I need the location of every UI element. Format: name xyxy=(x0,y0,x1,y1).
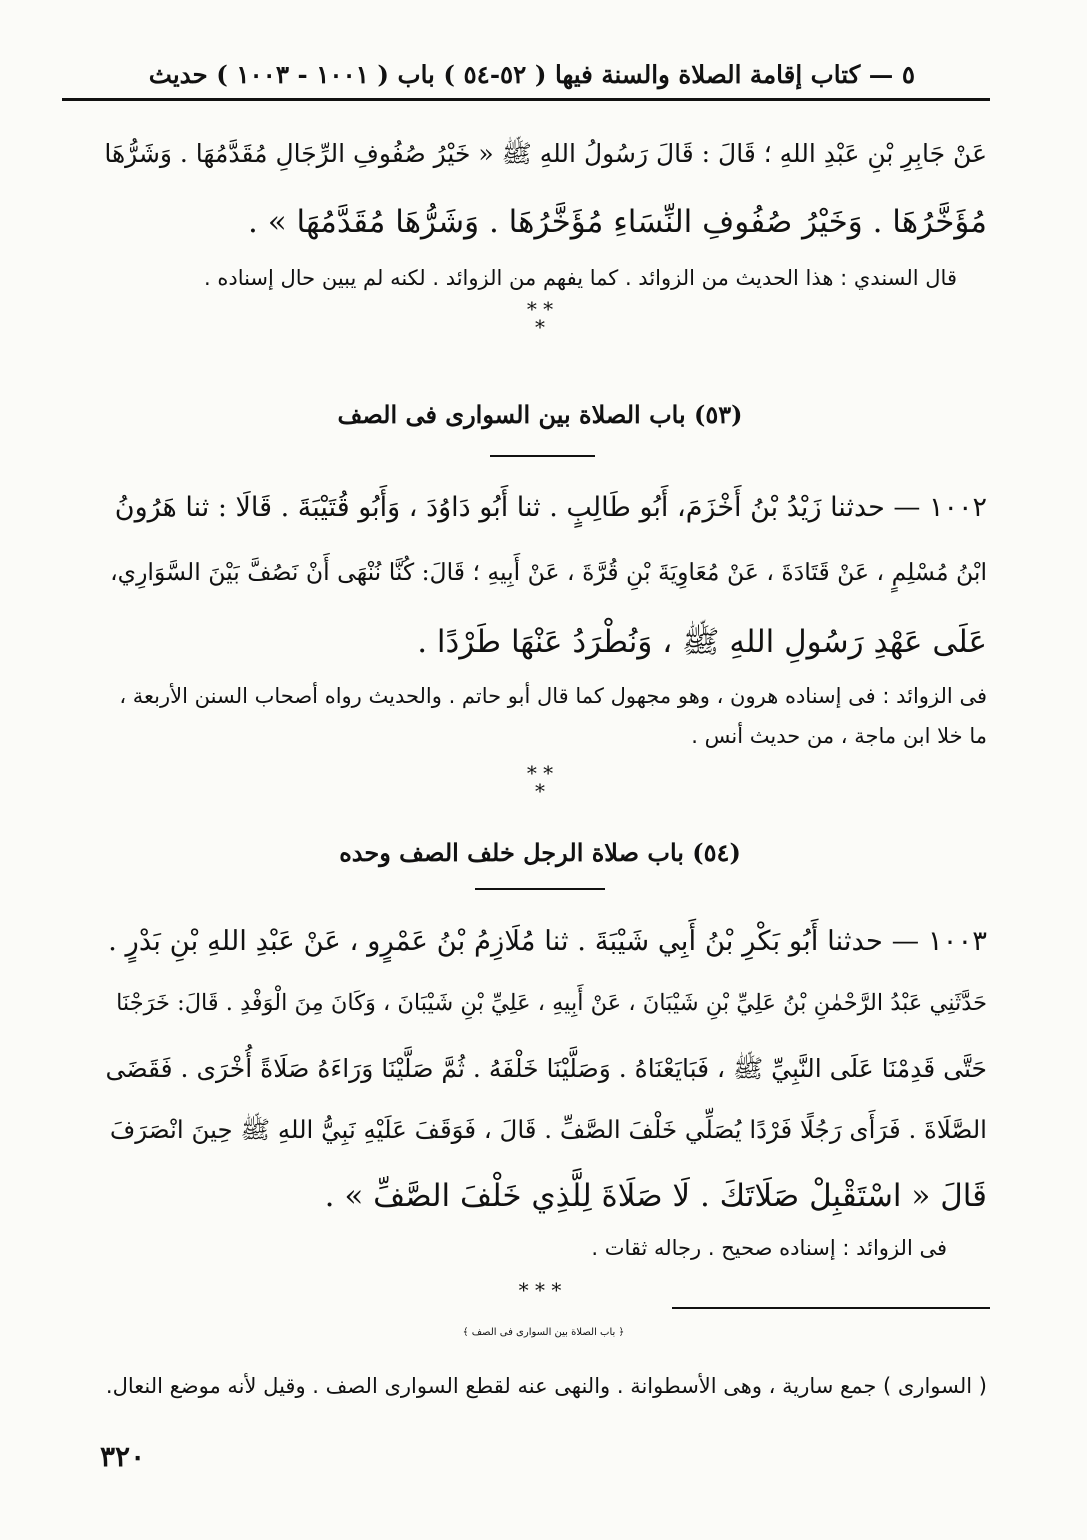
hadith-line: ابْنُ مُسْلِمٍ ، عَنْ قَتَادَةَ ، عَنْ مُعَاوِيَةَ بْنِ قُرَّةَ ، عَنْ أَبِيهِ ؛ قَالَ: كُنَّا نُنْهَى أَنْ نَصُفَّ بَيْنَ السَّوَارِي، xyxy=(110,558,987,586)
ornament-text: * * * xyxy=(518,1278,562,1302)
chapter-title: (٥٣) باب الصلاة بين السوارى فى الصف xyxy=(337,400,743,429)
hadith-line: ١٠٠٢ — حدثنا زَيْدُ بْنُ أَخْزَمَ، أَبُو طَالِبٍ . ثنا أَبُو دَاوُدَ ، وَأَبُو قُتَيْبَةَ . قَالَا : ثنا هَرُونُ xyxy=(114,492,987,523)
header-rule xyxy=(62,98,990,101)
ornament-text: * * * xyxy=(526,297,554,339)
hadith-line: الصَّلَاةَ . فَرَأَى رَجُلًا فَرْدًا يُصَلِّي خَلْفَ الصَّفِّ . قَالَ ، فَوَقَفَ عَلَيْهِ نَبِيُّ اللهِ ﷺ حِينَ انْصَرَفَ xyxy=(109,1115,987,1144)
footnote-heading: ﴿ باب الصلاة بين السوارى فى الصف ﴾ xyxy=(462,1327,625,1338)
commentary-note: فى الزوائد : فى إسناده هرون ، وهو مجهول كما قال أبو حاتم . والحديث رواه أصحاب السنن الأربعة ، xyxy=(119,684,987,708)
section-ornament xyxy=(490,1278,590,1302)
section-ornament xyxy=(500,761,580,803)
section-ornament xyxy=(500,297,580,339)
hadith-line: ١٠٠٣ — حدثنا أَبُو بَكْرِ بْنُ أَبِي شَيْبَةَ . ثنا مُلَازِمُ بْنُ عَمْرٍو ، عَنْ عَبْدِ اللهِ بْنِ بَدْرٍ . xyxy=(108,925,987,957)
hadith-line: عَنْ جَابِرِ بْنِ عَبْدِ اللهِ ؛ قَالَ : قَالَ رَسُولُ اللهِ ﷺ « خَيْرُ صُفُوفِ الرِّجَالِ مُقَدَّمُهَا . وَشَرُّهَا xyxy=(104,139,987,168)
chapter-underline xyxy=(475,888,605,890)
running-header: ٥ — كتاب إقامة الصلاة والسنة فيها ( ٥٢-٥٤ ) باب ( ١٠٠١ - ١٠٠٣ ) حديث xyxy=(148,60,915,89)
page-number: ٣٢٠ xyxy=(100,1440,146,1473)
commentary-note: ما خلا ابن ماجة ، من حديث أنس . xyxy=(691,724,987,748)
hadith-line: حَدَّثَنِي عَبْدُ الرَّحْمٰنِ بْنُ عَلِيِّ بْنِ شَيْبَانَ ، عَنْ أَبِيهِ ، عَلِيِّ بْنِ شَيْبَانَ ، وَكَانَ مِنَ الْوَفْدِ . قَالَ: خَرَجْنَا xyxy=(116,990,987,1016)
hadith-line: مُؤَخَّرُهَا . وَخَيْرُ صُفُوفِ النِّسَاءِ مُؤَخَّرُهَا . وَشَرُّهَا مُقَدَّمُهَا » . xyxy=(247,204,987,240)
hadith-line: قَالَ « اسْتَقْبِلْ صَلَاتَكَ . لَا صَلَاةَ لِلَّذِي خَلْفَ الصَّفِّ » . xyxy=(324,1178,987,1214)
ornament-text: * * * xyxy=(526,761,554,803)
chapter-title: (٥٤) باب صلاة الرجل خلف الصف وحده xyxy=(339,838,741,867)
commentary-note: قال السندي : هذا الحديث من الزوائد . كما يفهم من الزوائد . لكنه لم يبين حال إسناده . xyxy=(203,266,957,290)
footnote-rule xyxy=(672,1307,990,1309)
commentary-note: فى الزوائد : إسناده صحيح . رجاله ثقات . xyxy=(591,1236,947,1260)
footnote-text: ( السوارى ) جمع سارية ، وهى الأسطوانة . والنهى عنه لقطع السوارى الصف . وقيل لأنه موضع النعال. xyxy=(105,1374,987,1398)
hadith-line: عَلَى عَهْدِ رَسُولِ اللهِ ﷺ ، وَنُطْرَدُ عَنْهَا طَرْدًا . xyxy=(417,624,987,660)
chapter-underline xyxy=(490,455,595,457)
hadith-line: حَتَّى قَدِمْنَا عَلَى النَّبِيِّ ﷺ ، فَبَايَعْنَاهُ . وَصَلَّيْنَا خَلْفَهُ . ثُمَّ صَلَّيْنَا وَرَاءَهُ صَلَاةً أُخْرَى . فَقَضَى xyxy=(105,1054,987,1083)
